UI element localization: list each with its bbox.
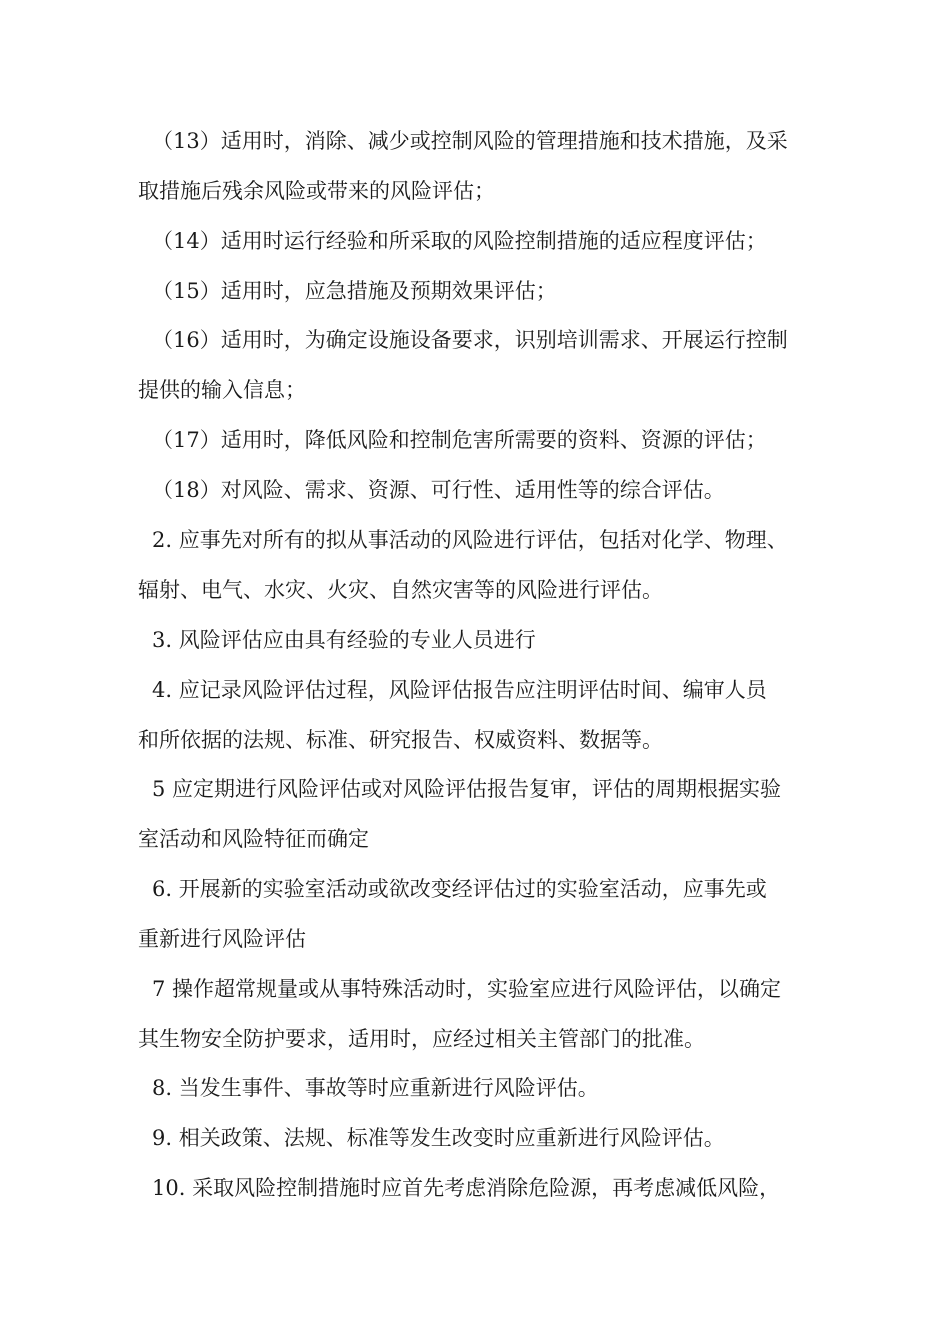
text-line: 和所依据的法规、标准、研究报告、权威资料、数据等。 [138, 728, 663, 752]
text-line: 3. 风险评估应由具有经验的专业人员进行 [152, 628, 536, 652]
text-line: 6. 开展新的实验室活动或欲改变经评估过的实验室活动，应事先或 [152, 877, 767, 901]
text-line: 7 操作超常规量或从事特殊活动时，实验室应进行风险评估，以确定 [152, 977, 782, 1001]
text-line: （17）适用时，降低风险和控制危害所需要的资料、资源的评估； [152, 428, 767, 452]
text-line: 8. 当发生事件、事故等时应重新进行风险评估。 [152, 1076, 599, 1100]
text-line: 辐射、电气、水灾、火灾、自然灾害等的风险进行评估。 [138, 578, 663, 602]
text-line: 室活动和风险特征而确定 [138, 827, 369, 851]
text-line: （14）适用时运行经验和所采取的风险控制措施的适应程度评估； [152, 229, 767, 253]
text-line: 其生物安全防护要求，适用时，应经过相关主管部门的批准。 [138, 1027, 705, 1051]
text-line: 2. 应事先对所有的拟从事活动的风险进行评估，包括对化学、物理、 [152, 528, 788, 552]
text-line: 4. 应记录风险评估过程，风险评估报告应注明评估时间、编审人员 [152, 678, 767, 702]
text-line: （15）适用时，应急措施及预期效果评估； [152, 279, 557, 303]
text-line: 取措施后残余风险或带来的风险评估； [138, 179, 495, 203]
text-line: （13）适用时，消除、减少或控制风险的管理措施和技术措施，及采 [152, 129, 788, 153]
text-line: 5 应定期进行风险评估或对风险评估报告复审，评估的周期根据实验 [152, 777, 782, 801]
text-line: （18）对风险、需求、资源、可行性、适用性等的综合评估。 [152, 478, 725, 502]
text-line: 10. 采取风险控制措施时应首先考虑消除危险源，再考虑减低风险， [152, 1176, 781, 1200]
text-line: 重新进行风险评估 [138, 927, 306, 951]
text-line: 9. 相关政策、法规、标准等发生改变时应重新进行风险评估。 [152, 1126, 725, 1150]
text-line: （16）适用时，为确定设施设备要求，识别培训需求、开展运行控制 [152, 328, 788, 352]
text-line: 提供的输入信息； [138, 378, 306, 402]
